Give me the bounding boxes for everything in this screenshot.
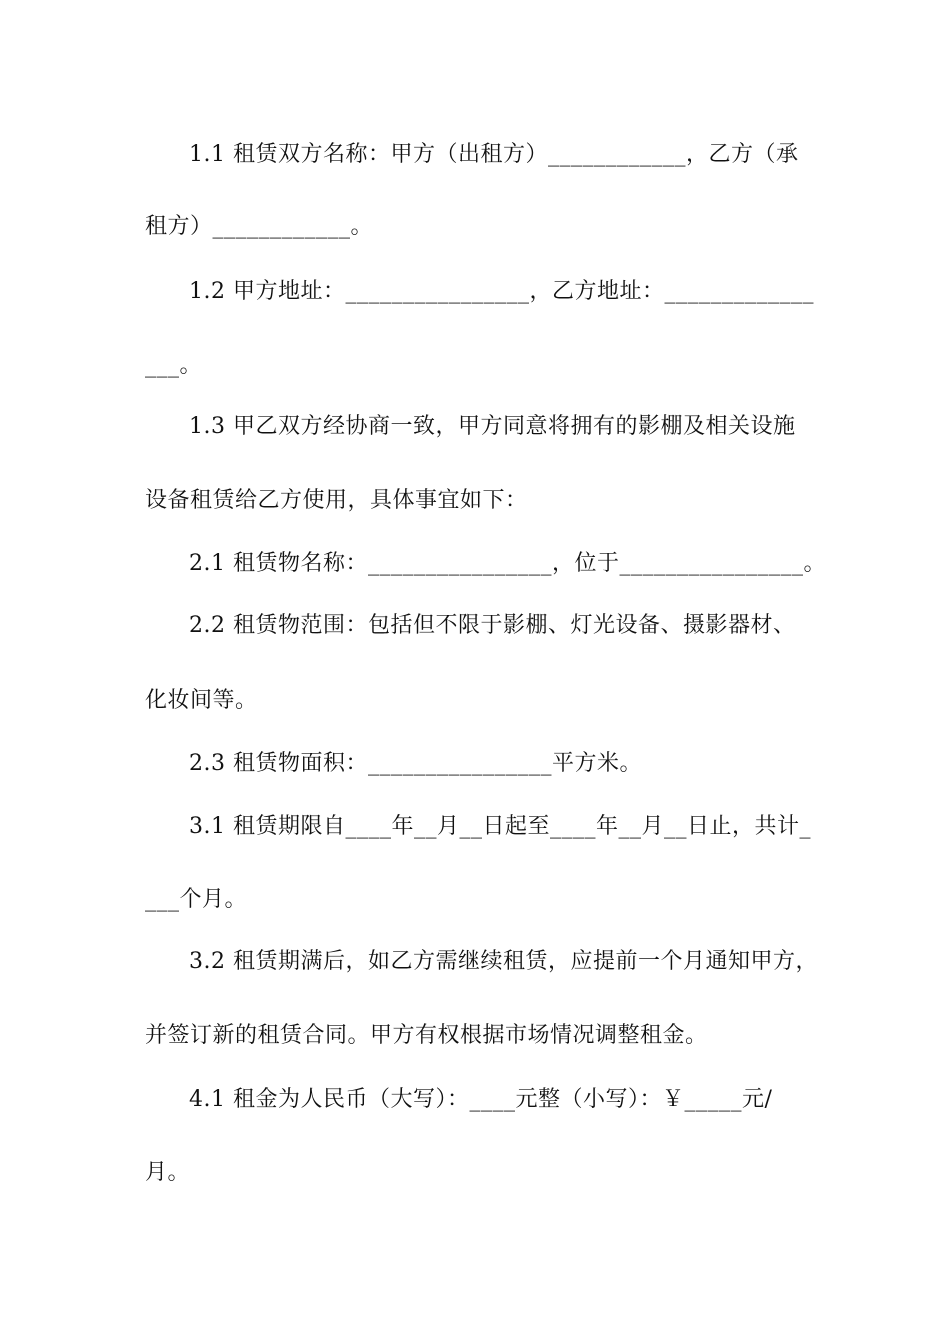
clause-1-2-line-2: ___。 [145, 353, 203, 378]
clause-3-1-line-2: ___个月。 [145, 887, 248, 912]
clause-1-1-line-1: 1.1 租赁双方名称：甲方（出租方）____________，乙方（承 [189, 142, 799, 167]
clause-2-3-line-1: 2.3 租赁物面积：________________平方米。 [189, 751, 642, 776]
clause-4-1-line-1: 4.1 租金为人民币（大写）：____元整（小写）：￥_____元/ [189, 1087, 773, 1112]
clause-2-2-line-2: 化妆间等。 [145, 688, 258, 713]
clause-1-1-line-2: 租方）____________。 [145, 214, 374, 239]
clause-3-2-line-1: 3.2 租赁期满后，如乙方需继续租赁，应提前一个月通知甲方， [189, 949, 818, 974]
clause-1-3-line-2: 设备租赁给乙方使用，具体事宜如下： [145, 488, 528, 513]
clause-1-2-line-1: 1.2 甲方地址：________________，乙方地址：_____________ [189, 279, 814, 304]
clause-4-1-line-2: 月。 [145, 1160, 191, 1185]
clause-2-2-line-1: 2.2 租赁物范围：包括但不限于影棚、灯光设备、摄影器材、 [189, 613, 796, 638]
clause-3-1-line-1: 3.1 租赁期限自____年__月__日起至____年__月__日止，共计_ [189, 814, 811, 839]
clause-2-1-line-1: 2.1 租赁物名称：________________，位于________________。 [189, 551, 826, 576]
clause-3-2-line-2: 并签订新的租赁合同。甲方有权根据市场情况调整租金。 [145, 1023, 708, 1048]
clause-1-3-line-1: 1.3 甲乙双方经协商一致，甲方同意将拥有的影棚及相关设施 [189, 414, 796, 439]
